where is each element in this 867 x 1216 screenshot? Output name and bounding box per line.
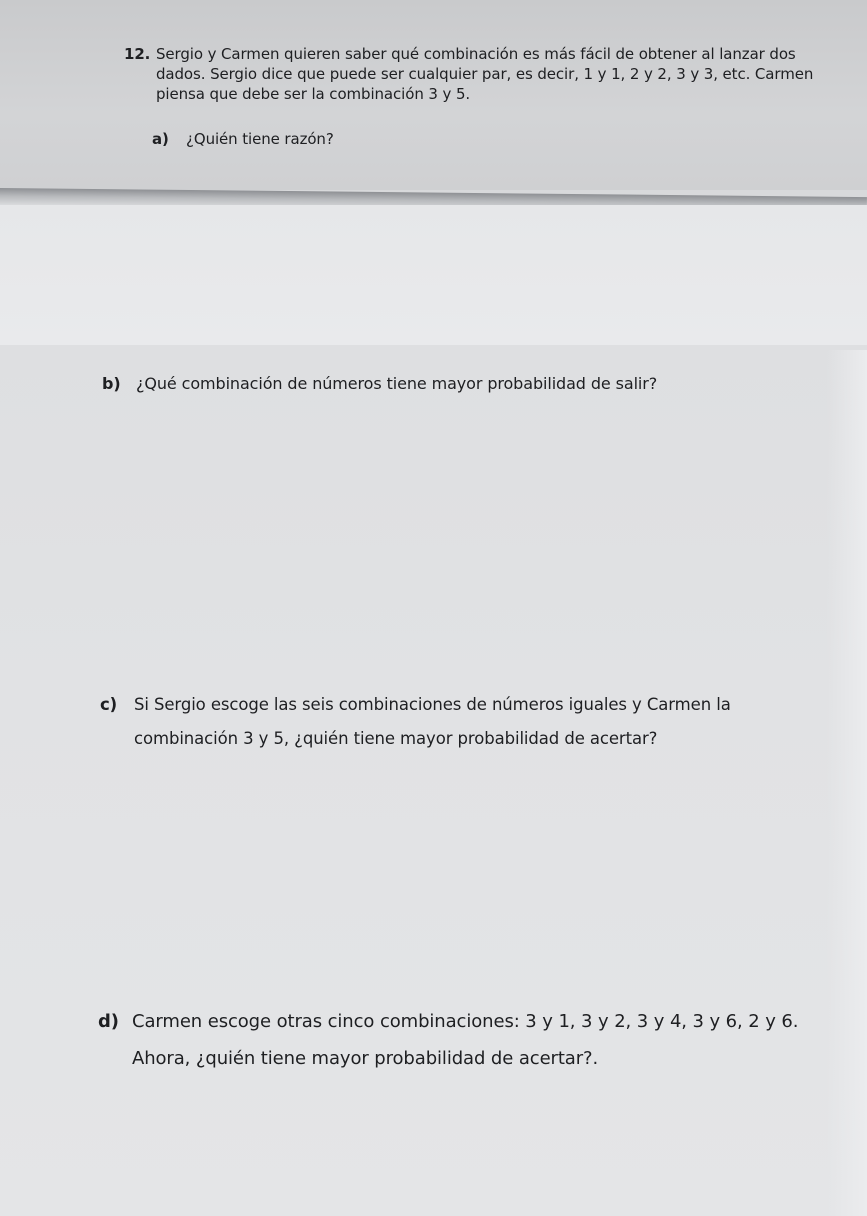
sheet-middle-region [0, 205, 867, 345]
question-text: Sergio y Carmen quieren saber qué combinación es más fácil de obtener al lanzar dos dados. Sergio dice que puede ser cualquier par, es decir, 1 y 1, 2 y 2, 3 y 3, etc. Carmen piensa que debe ser la combinación 3 y 5. [156, 45, 814, 103]
part-a-label: a) [152, 130, 169, 148]
part-b-text: ¿Qué combinación de números tiene mayor probabilidad de salir? [136, 374, 658, 393]
sheet-right-edge [827, 350, 867, 1216]
part-a [152, 129, 652, 150]
part-a-text: ¿Quién tiene razón? [186, 130, 334, 148]
part-d-text: Carmen escoge otras cinco combinaciones: 3 y 1, 3 y 2, 3 y 4, 3 y 6, 2 y 6. Ahora, ¿quién tiene mayor probabilidad de acertar?. [132, 1011, 799, 1069]
question-12 [124, 44, 839, 104]
sheet-main-region [0, 345, 867, 1216]
part-c-text: Si Sergio escoge las seis combinaciones de números iguales y Carmen la combinación 3 y 5, ¿quién tiene mayor probabilidad de acertar? [134, 695, 731, 748]
question-number: 12. [124, 45, 151, 63]
part-c [100, 688, 830, 756]
part-d [98, 1003, 843, 1077]
part-b-label: b) [102, 374, 121, 393]
part-c-label: c) [100, 695, 118, 714]
part-b [102, 373, 822, 394]
part-d-label: d) [98, 1011, 119, 1032]
